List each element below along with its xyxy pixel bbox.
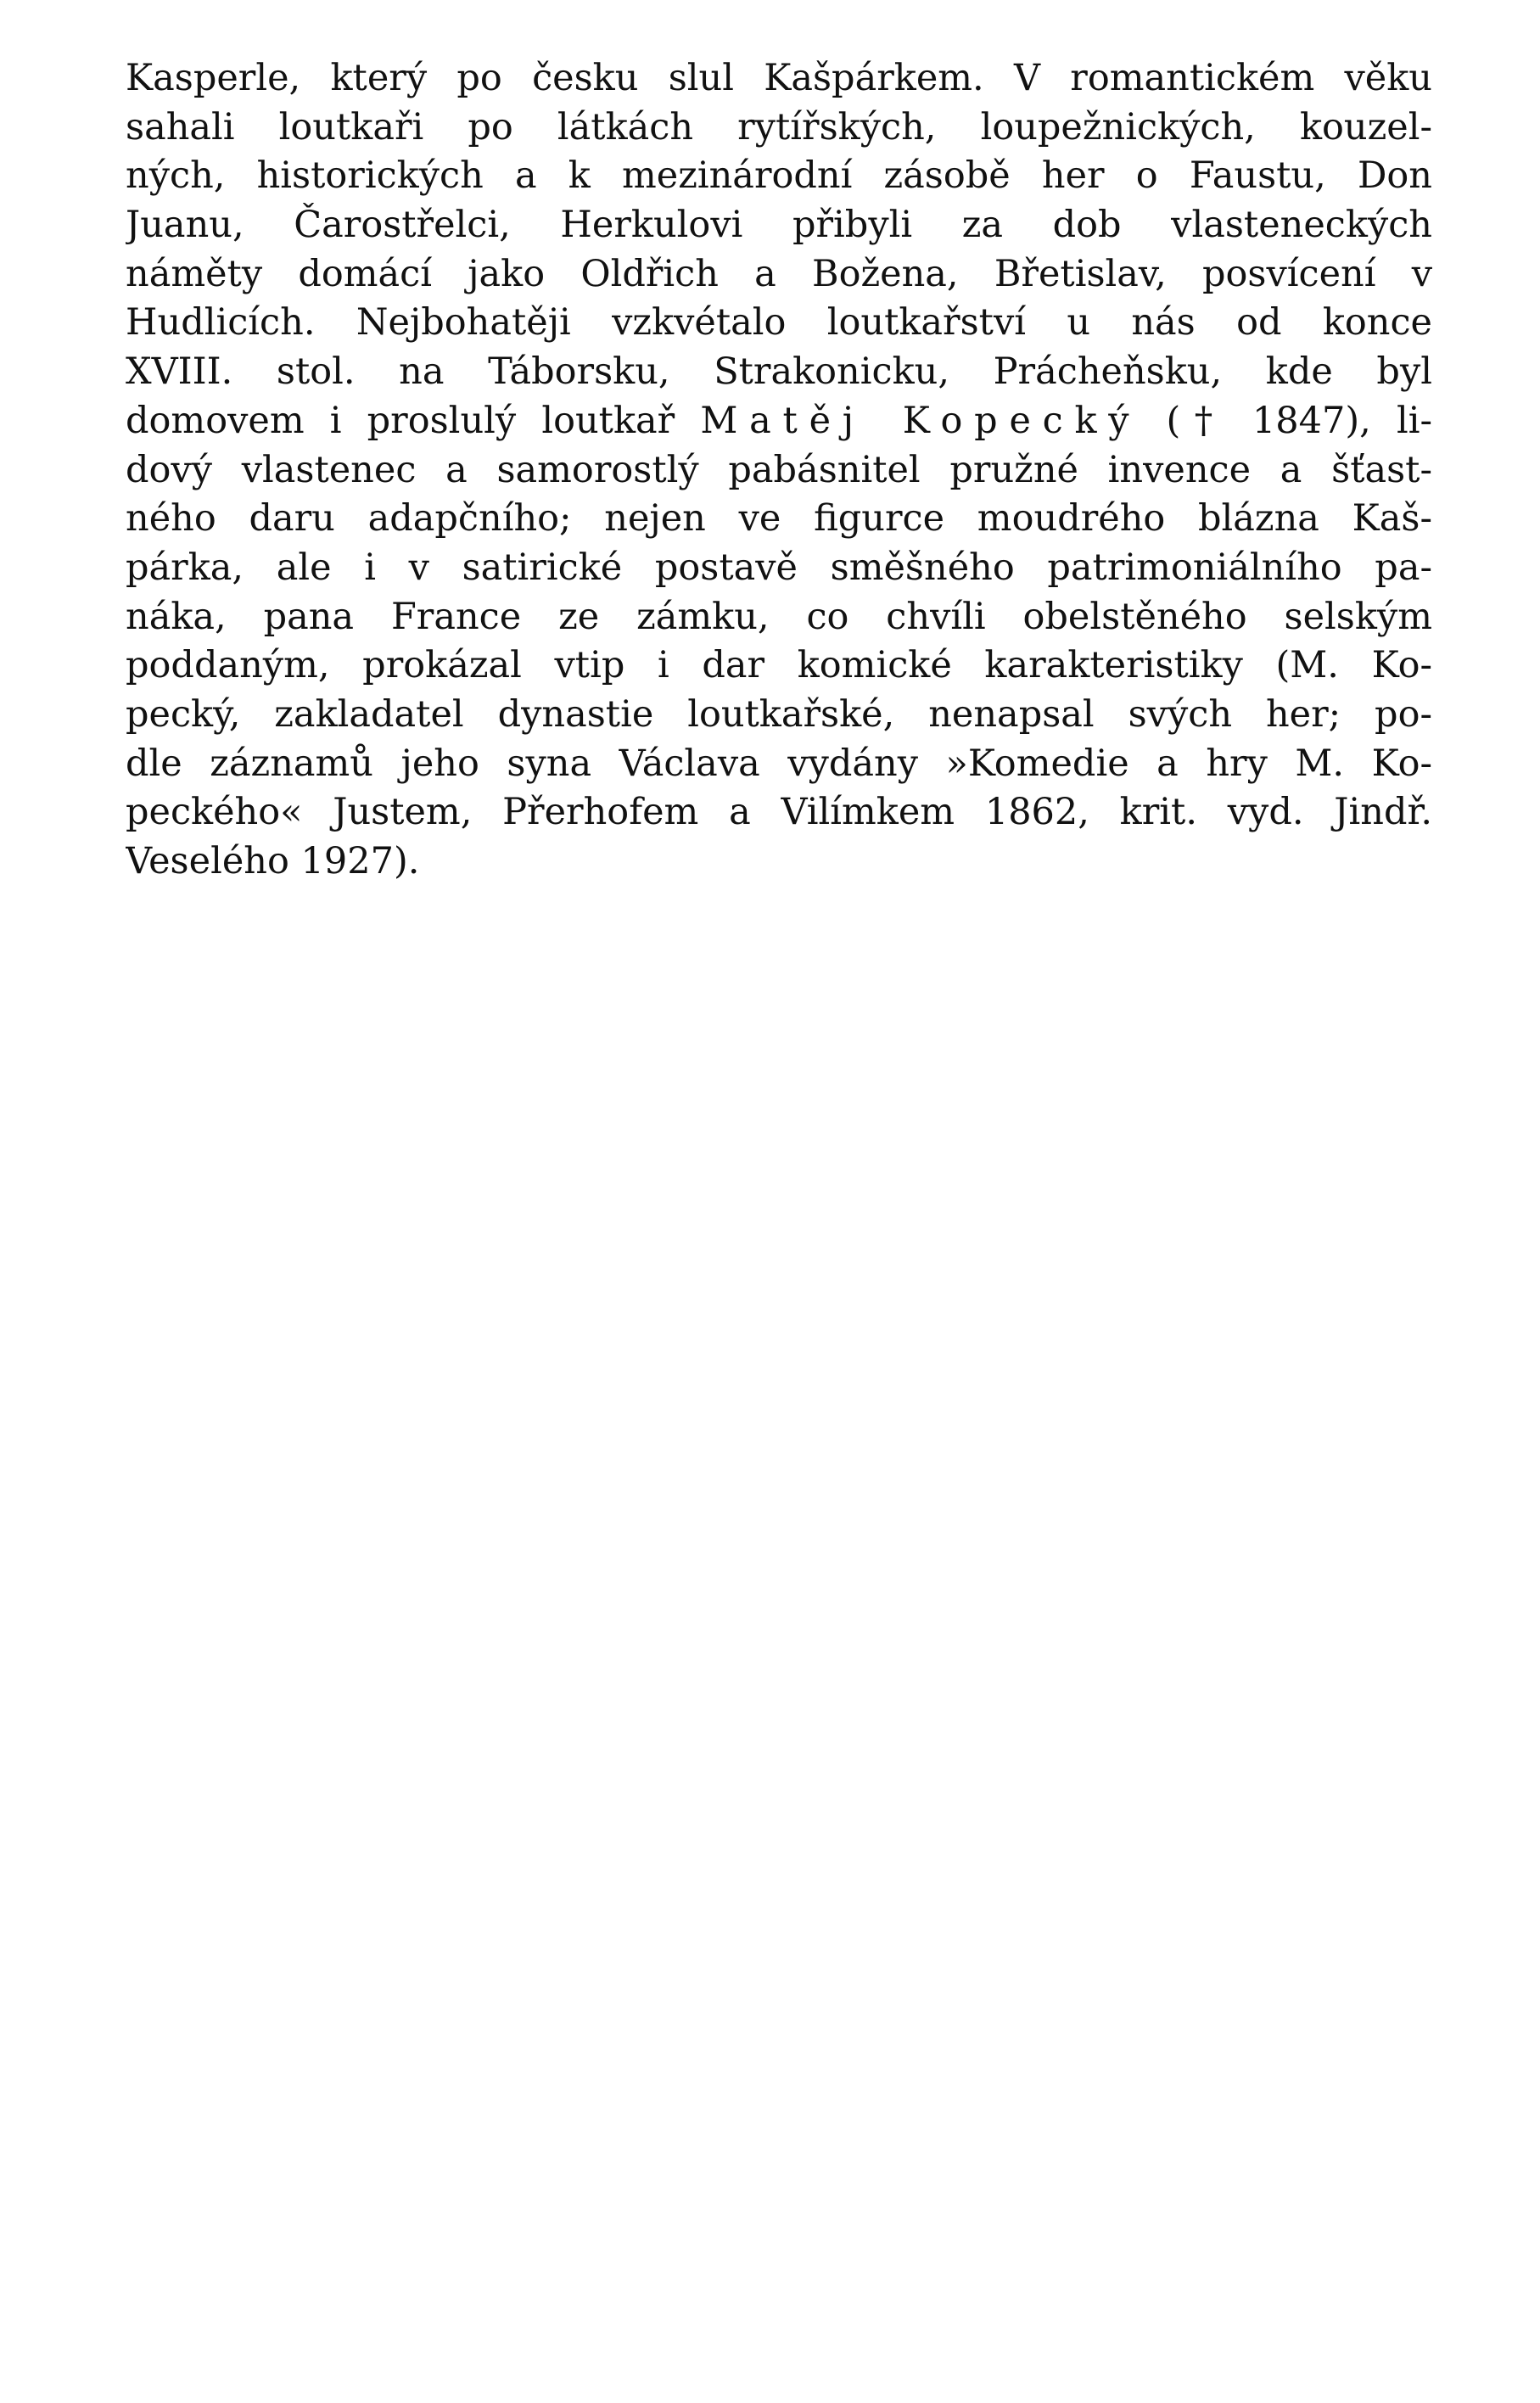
letterspaced-name: Matěj Kopecký [700, 399, 1141, 442]
text-line: peckého« Justem, Přerhofem a Vilímkem 1862, krit. vyd. Jindř. [126, 791, 1432, 834]
text-run: († 1847), li- [1140, 399, 1432, 442]
text-line: sahali loutkaři po látkách rytířských, loupežnických, kouzel- [126, 105, 1432, 148]
text-line: Hudlicích. Nejbohatěji vzkvétalo loutkařství u nás od konce [126, 301, 1432, 344]
body-paragraph [126, 54, 1432, 887]
text-line: dový vlastenec a samorostlý pabásnitel pružné invence a šťast- [126, 448, 1432, 491]
text-line: Veselého 1927). [126, 840, 420, 882]
text-line: párka, ale i v satirické postavě směšného patrimoniálního pa- [126, 546, 1432, 589]
text-line: Kasperle, který po česku slul Kašpárkem. V romantickém věku [126, 57, 1432, 99]
text-line: XVIII. stol. na Táborsku, Strakonicku, Prácheňsku, kde byl [126, 350, 1432, 394]
text-line: dle záznamů jeho syna Václava vydány »Komedie a hry M. Ko- [126, 742, 1432, 785]
text-line: Juanu, Čarostřelci, Herkulovi přibyli za dob vlasteneckých [126, 204, 1432, 247]
text-line: ných, historických a k mezinárodní zásobě her o Faustu, Don [126, 154, 1432, 198]
text-line: náměty domácí jako Oldřich a Božena, Břetislav, posvícení v [126, 252, 1432, 295]
text-run: domovem i proslulý loutkař [126, 399, 701, 442]
text-line: náka, pana France ze zámku, co chvíli obelstěného selským [126, 595, 1432, 638]
text-line: poddaným, prokázal vtip i dar komické karakteristiky (M. Ko- [126, 644, 1432, 687]
text-line: ného daru adapčního; nejen ve figurce moudrého blázna Kaš- [126, 497, 1432, 541]
text-line: pecký, zakladatel dynastie loutkařské, nenapsal svých her; po- [126, 692, 1432, 736]
text-line [126, 397, 1432, 446]
